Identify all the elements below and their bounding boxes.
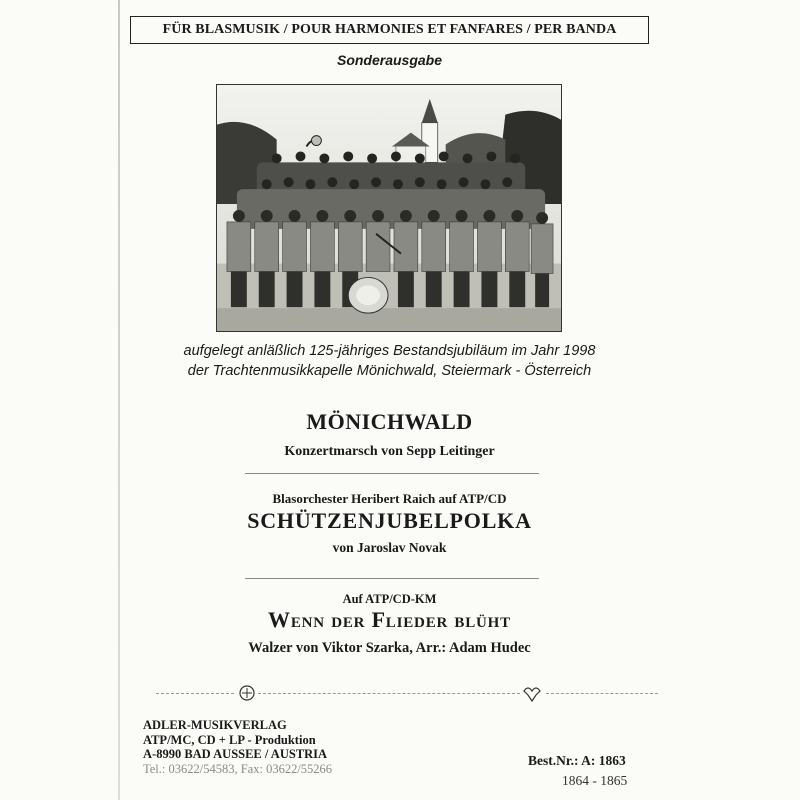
piece-3-subtitle: Walzer von Viktor Szarka, Arr.: Adam Hudec [248,640,531,656]
header-banner-text: FÜR BLASMUSIK / POUR HARMONIES ET FANFARES / PER BANDA [162,22,617,37]
eagle-logo-icon [522,683,542,703]
publisher-contact: Tel.: 03622/54583, Fax: 03622/55266 [143,761,333,776]
piece-1-subtitle: Konzertmarsch von Sepp Leitinger [284,444,495,459]
piece-1-title: MÖNICHWALD [306,409,473,434]
footer-rule [258,693,520,694]
edition-label: Sonderausgabe [336,52,443,68]
piece-3-recording: Auf ATP/CD-KM [342,592,437,606]
footer-rule [156,693,234,694]
order-number: Best.Nr.: A: 1863 [528,753,626,768]
caption-line-1: aufgelegt anläßlich 125-jähriges Bestandsjubiläum im Jahr 1998 [183,343,596,359]
band-photo [216,84,562,332]
band-photo-image [217,85,561,331]
divider [245,473,539,474]
publisher-block [143,718,332,776]
publisher-production: ATP/MC, CD + LP - Produktion [143,732,316,747]
publisher-name: ADLER-MUSIKVERLAG [143,718,287,732]
caption-line-2: der Trachtenmusikkapelle Mönichwald, Steiermark - Österreich [187,363,592,379]
page-edge [118,0,120,800]
publisher-address: A-8990 BAD AUSSEE / AUSTRIA [143,747,328,761]
piece-3-title: Wenn der Flieder blüht [268,607,511,632]
order-number-range: 1864 - 1865 [562,773,628,788]
publisher-logo-icon [237,683,257,703]
header-banner [130,16,649,44]
footer-rule [546,693,658,694]
piece-2-recording: Blasorchester Heribert Raich auf ATP/CD [272,491,507,506]
piece-2-title: SCHÜTZENJUBELPOLKA [247,508,532,533]
order-number-block [528,751,627,791]
piece-2-subtitle: von Jaroslav Novak [332,540,447,555]
divider [245,578,539,579]
